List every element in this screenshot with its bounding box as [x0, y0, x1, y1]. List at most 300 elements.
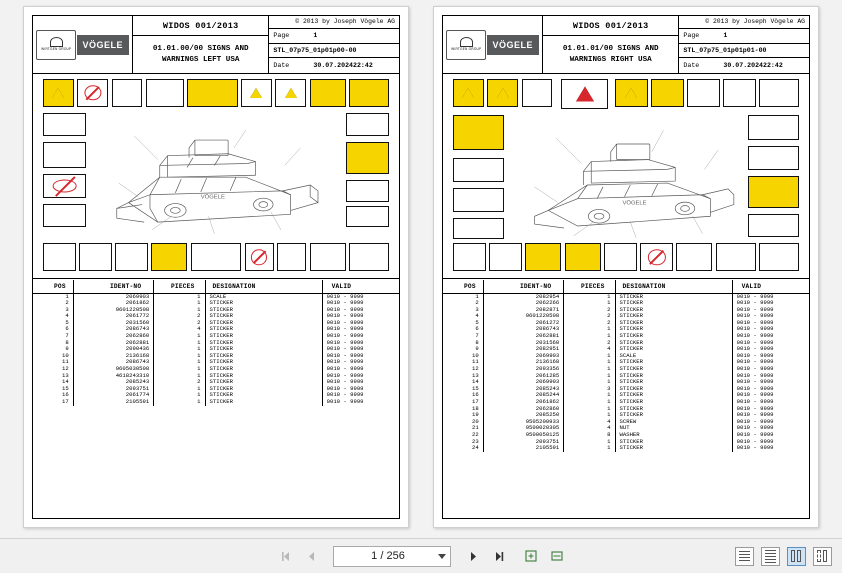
cell-pos: 10	[443, 353, 483, 360]
cell-designation: STICKER	[615, 293, 732, 300]
warning-sticker	[489, 243, 521, 271]
cell-valid: 0010 - 9999	[736, 430, 774, 438]
cell-pieces: 4	[564, 419, 615, 426]
cell-pieces: 1	[154, 307, 205, 314]
cell-designation: STICKER	[205, 353, 322, 360]
cell-ident: 9605030508	[73, 366, 154, 373]
cell-designation: STICKER	[615, 399, 732, 406]
drawing-number: STL_07p75_01p01p01-00	[683, 46, 767, 54]
page-number-value: 1 / 256	[371, 550, 405, 562]
document-page-right[interactable]	[433, 6, 819, 528]
header-ident: IDENT-NO	[73, 280, 154, 293]
cell-pieces: 1	[564, 445, 615, 452]
cell-pos: 13	[443, 373, 483, 380]
cell-designation: STICKER	[615, 412, 732, 419]
cell-pieces: 1	[154, 392, 205, 399]
warning-sticker	[453, 115, 503, 151]
cell-pieces: 1	[154, 346, 205, 353]
cell-ident: 2086743	[73, 359, 154, 366]
header-valid: VALID	[732, 280, 809, 293]
wirtgen-group-logo	[36, 30, 76, 60]
cell-pieces: 1	[564, 379, 615, 386]
cell-designation: STICKER	[615, 379, 732, 386]
warning-sticker	[146, 79, 184, 107]
table-header-row	[443, 280, 809, 293]
warning-sticker	[43, 142, 86, 168]
warning-sticker	[604, 243, 636, 271]
assembly-title-line2: WARNINGS LEFT USA	[161, 55, 240, 64]
cell-ident: 2031560	[73, 320, 154, 327]
assembly-title-line1: 01.01.01/00 SIGNS AND	[562, 44, 659, 53]
cell-designation: SCALE	[205, 293, 322, 300]
cell-designation: STICKER	[615, 320, 732, 327]
warning-sticker	[349, 243, 389, 271]
warning-sticker	[487, 79, 518, 107]
cell-designation: NUT	[615, 425, 732, 432]
two-page-view-button[interactable]	[787, 547, 806, 566]
cell-pieces: 1	[564, 399, 615, 406]
last-page-button[interactable]	[489, 546, 509, 566]
cell-pos: 16	[443, 392, 483, 399]
cell-pos: 15	[443, 386, 483, 393]
cell-pos: 8	[443, 340, 483, 347]
warning-sticker	[349, 79, 389, 107]
cell-ident: 2085244	[483, 392, 564, 399]
date-label: Date	[683, 62, 700, 70]
book-view-icon	[817, 550, 828, 562]
cell-pieces: 1	[564, 353, 615, 360]
cell-ident: 2093356	[483, 366, 564, 373]
cell-pieces: 4	[564, 346, 615, 353]
cell-pos: 15	[33, 386, 73, 393]
cell-ident: 2031560	[483, 340, 564, 347]
header-pos: POS	[443, 280, 483, 293]
cell-pos: 9	[443, 346, 483, 353]
cell-pieces: 1	[564, 293, 615, 300]
cell-designation: STICKER	[615, 300, 732, 307]
cell-pos: 6	[33, 326, 73, 333]
title-block-center	[133, 16, 269, 73]
cell-valid: 0010 - 9999	[326, 318, 364, 326]
cell-pieces: 1	[154, 340, 205, 347]
warning-sticker	[640, 243, 672, 271]
cell-designation: SCALE	[615, 353, 732, 360]
time-value: 22:42	[763, 62, 783, 70]
cell-pos: 23	[443, 439, 483, 446]
cell-designation: STICKER	[615, 439, 732, 446]
cell-valid: 0010 - 9999	[326, 378, 364, 386]
cell-pos: 11	[33, 359, 73, 366]
cell-designation: STICKER	[205, 320, 322, 327]
next-page-button[interactable]	[463, 546, 483, 566]
cell-designation: STICKER	[615, 392, 732, 399]
cell-pos: 12	[443, 366, 483, 373]
cell-designation: STICKER	[205, 386, 322, 393]
cell-pos: 7	[443, 333, 483, 340]
first-page-button[interactable]	[275, 546, 295, 566]
cell-pos: 9	[33, 346, 73, 353]
cell-designation: STICKER	[205, 379, 322, 386]
assembly-title	[133, 36, 268, 73]
cell-pos: 11	[443, 359, 483, 366]
voegele-logo: VÖGELE	[77, 35, 129, 55]
warning-sticker	[187, 79, 237, 107]
warning-sticker	[346, 206, 389, 228]
warning-sticker	[277, 243, 306, 271]
warning-sticker	[687, 79, 719, 107]
cell-pieces: 1	[154, 366, 205, 373]
two-page-icon	[791, 550, 802, 562]
cell-pieces: 1	[564, 406, 615, 413]
cell-pieces: 1	[564, 366, 615, 373]
fit-page-button[interactable]	[521, 546, 541, 566]
cell-pos: 16	[33, 392, 73, 399]
cell-pos: 17	[33, 399, 73, 406]
table-body-right	[443, 293, 809, 452]
table-body-left	[33, 293, 399, 406]
warning-sticker	[615, 79, 647, 107]
warning-sticker	[191, 243, 241, 271]
book-view-button[interactable]	[813, 547, 832, 566]
cell-designation: STICKER	[205, 392, 322, 399]
table-row	[33, 399, 399, 406]
cell-pos: 8	[33, 340, 73, 347]
cell-pos: 3	[443, 307, 483, 314]
warning-sticker	[453, 158, 503, 182]
cell-valid: 0010 - 9999	[736, 312, 774, 320]
cell-designation: STICKER	[205, 307, 322, 314]
cell-pieces: 1	[154, 333, 205, 340]
cell-ident: 2086743	[483, 326, 564, 333]
cell-ident: 9500020305	[483, 425, 564, 432]
svg-text:VÖGELE: VÖGELE	[622, 200, 647, 207]
warning-sticker	[43, 79, 74, 107]
cell-ident: 2061772	[73, 313, 154, 320]
cell-pieces: 2	[564, 320, 615, 327]
document-title: WIDOS 001/2013	[543, 16, 678, 36]
warning-sticker	[310, 243, 346, 271]
cell-valid: 0010 - 9999	[736, 384, 774, 392]
title-block-right	[269, 16, 399, 73]
cell-pieces: 1	[564, 412, 615, 419]
cell-designation: STICKER	[615, 333, 732, 340]
cell-pos: 14	[443, 379, 483, 386]
cell-valid: 0010 - 9999	[736, 437, 774, 445]
page-label: Page	[683, 32, 700, 40]
cell-valid: 0010 - 9999	[326, 292, 364, 300]
viewer-toolbar[interactable]	[0, 538, 842, 573]
cell-pos: 5	[33, 320, 73, 327]
cell-pieces: 1	[564, 300, 615, 307]
cell-pieces: 1	[564, 373, 615, 380]
chevron-down-icon[interactable]	[438, 554, 446, 559]
cell-pos: 10	[33, 353, 73, 360]
assembly-title-line2: WARNINGS RIGHT USA	[569, 55, 652, 64]
cell-designation: STICKER	[615, 386, 732, 393]
illustration-right	[443, 74, 809, 279]
cell-pieces: 1	[154, 300, 205, 307]
cell-pos: 2	[33, 300, 73, 307]
warning-sticker	[748, 146, 798, 170]
cell-ident: 2085250	[483, 412, 564, 419]
cell-pieces: 4	[564, 425, 615, 432]
continuous-view-button[interactable]	[761, 547, 780, 566]
warning-sticker	[115, 243, 147, 271]
cell-designation: STICKER	[205, 326, 322, 333]
cell-valid: 0010 - 9999	[736, 351, 774, 359]
cell-pieces: 1	[564, 333, 615, 340]
illustration-left	[33, 74, 399, 279]
cell-pos: 22	[443, 432, 483, 439]
cell-ident: 4618243310	[73, 373, 154, 380]
cell-ident: 2093751	[483, 439, 564, 446]
warning-sticker	[723, 79, 755, 107]
wirtgen-mark-icon	[460, 37, 473, 47]
cell-pieces: 2	[154, 379, 205, 386]
cell-ident: 2062860	[483, 406, 564, 413]
cell-pieces: 2	[564, 340, 615, 347]
cell-ident: 2105591	[483, 445, 564, 452]
cell-ident: 2082951	[483, 346, 564, 353]
warning-sticker	[561, 79, 608, 109]
warning-sticker	[651, 79, 683, 107]
page-number-input[interactable]	[333, 546, 451, 567]
cell-designation: STICKER	[615, 445, 732, 452]
cell-ident: 2136168	[483, 359, 564, 366]
toolbar-navigation[interactable]	[275, 546, 567, 567]
cell-pos: 19	[443, 412, 483, 419]
warning-sticker	[245, 243, 274, 271]
cell-designation: STICKER	[615, 366, 732, 373]
warning-sticker	[716, 243, 756, 271]
cell-ident: 2061862	[73, 300, 154, 307]
cell-valid: 0010 - 9999	[736, 332, 774, 340]
date-row	[269, 58, 399, 73]
cell-ident: 2061285	[483, 373, 564, 380]
cell-valid: 0010 - 9999	[326, 358, 364, 366]
svg-text:VÖGELE: VÖGELE	[200, 194, 225, 201]
cell-pieces: 2	[564, 313, 615, 320]
warning-sticker	[43, 113, 86, 137]
voegele-logo: VÖGELE	[487, 35, 539, 55]
time-value: 22:42	[353, 62, 373, 70]
cell-valid: 0010 - 9999	[736, 318, 774, 326]
header-pos: POS	[33, 280, 73, 293]
cell-ident: 9500050125	[483, 432, 564, 439]
cell-ident: 2069903	[483, 379, 564, 386]
header-pieces: PIECES	[154, 280, 205, 293]
single-page-view-button[interactable]	[735, 547, 754, 566]
cell-pos: 17	[443, 399, 483, 406]
cell-valid: 0010 - 9999	[326, 371, 364, 379]
single-page-icon	[739, 550, 750, 562]
cell-ident: 9601220508	[73, 307, 154, 314]
cell-valid: 0010 - 9999	[736, 411, 774, 419]
cell-ident: 2085243	[483, 386, 564, 393]
cell-valid: 0010 - 9999	[736, 365, 774, 373]
cell-ident: 2082871	[483, 307, 564, 314]
wirtgen-group-label: WIRTGEN GROUP	[41, 47, 72, 52]
cell-ident: 2062881	[73, 340, 154, 347]
cell-ident: 2082954	[483, 293, 564, 300]
cell-ident: 2061862	[483, 399, 564, 406]
parts-table-left	[33, 280, 399, 518]
cell-valid: 0010 - 9999	[736, 424, 774, 432]
cell-pos: 7	[33, 333, 73, 340]
cell-valid: 0010 - 9999	[736, 345, 774, 353]
cell-designation: WASHER	[615, 432, 732, 439]
warning-sticker	[759, 243, 799, 271]
assembly-title	[543, 36, 678, 73]
warning-sticker	[112, 79, 143, 107]
cell-valid: 0010 - 9999	[736, 417, 774, 425]
cell-designation: STICKER	[615, 373, 732, 380]
cell-pos: 2	[443, 300, 483, 307]
cell-ident: 2086743	[73, 326, 154, 333]
cell-pos: 13	[33, 373, 73, 380]
cell-valid: 0010 - 9999	[736, 299, 774, 307]
cell-ident: 2105591	[73, 399, 154, 406]
table-header-row	[33, 280, 399, 293]
paver-machine-drawing	[94, 101, 339, 248]
drawing-sheet	[442, 15, 810, 519]
warning-sticker	[759, 79, 799, 107]
cell-ident: 2136168	[73, 353, 154, 360]
cell-pieces: 1	[564, 326, 615, 333]
cell-ident: 2062266	[483, 300, 564, 307]
cell-designation: STICKER	[205, 313, 322, 320]
cell-valid: 0010 - 9999	[326, 325, 364, 333]
date-row	[679, 58, 809, 73]
warning-sticker	[453, 218, 503, 240]
cell-valid: 0010 - 9999	[326, 391, 364, 399]
warning-sticker	[241, 79, 272, 107]
cell-designation: STICKER	[615, 307, 732, 314]
cell-pieces: 1	[564, 392, 615, 399]
cell-ident: 9505200933	[483, 419, 564, 426]
cell-valid: 0010 - 9999	[736, 358, 774, 366]
warning-sticker	[77, 79, 108, 107]
cell-ident: 2061774	[73, 392, 154, 399]
page-label: Page	[273, 32, 290, 40]
warning-sticker	[43, 174, 86, 198]
cell-pieces: 2	[154, 320, 205, 327]
warning-sticker	[453, 79, 484, 107]
cell-valid: 0010 - 9999	[736, 305, 774, 313]
cell-pieces: 4	[154, 326, 205, 333]
warning-sticker	[748, 176, 798, 208]
cell-ident: 2069903	[73, 293, 154, 300]
logo-area	[33, 16, 133, 73]
drawing-sheet	[32, 15, 400, 519]
cell-pos: 24	[443, 445, 483, 452]
cell-valid: 0010 - 9999	[326, 365, 364, 373]
cell-designation: STICKER	[615, 406, 732, 413]
drawing-no-row	[269, 44, 399, 59]
assembly-title-line1: 01.01.00/00 SIGNS AND	[152, 44, 249, 53]
cell-valid: 0010 - 9999	[736, 292, 774, 300]
cell-designation: STICKER	[205, 399, 322, 406]
warning-sticker	[748, 115, 798, 141]
cell-designation: STICKER	[615, 346, 732, 353]
warning-sticker	[310, 79, 346, 107]
cell-ident: 2062881	[483, 333, 564, 340]
warning-sticker	[43, 204, 86, 228]
title-block-center	[543, 16, 679, 73]
cell-valid: 0010 - 9999	[326, 398, 364, 405]
cell-ident: 2093751	[73, 386, 154, 393]
warning-sticker	[79, 243, 111, 271]
fit-width-button[interactable]	[547, 546, 567, 566]
cell-designation: SCREW	[615, 419, 732, 426]
logo-area	[443, 16, 543, 73]
cell-designation: STICKER	[615, 326, 732, 333]
warning-sticker	[346, 142, 389, 174]
cell-pos: 3	[33, 307, 73, 314]
continuous-page-icon	[765, 550, 776, 562]
header-designation: DESIGNATION	[615, 280, 732, 293]
warning-sticker	[522, 79, 553, 107]
cell-designation: STICKER	[615, 359, 732, 366]
cell-ident: 2062860	[73, 333, 154, 340]
cell-pos: 6	[443, 326, 483, 333]
copyright-text: © 2013 by Joseph Vögele AG	[269, 16, 399, 29]
warning-sticker	[151, 243, 187, 271]
cell-pos: 1	[443, 293, 483, 300]
cell-ident: 2085243	[73, 379, 154, 386]
cell-designation: STICKER	[205, 359, 322, 366]
previous-page-button[interactable]	[301, 546, 321, 566]
date-label: Date	[273, 62, 290, 70]
cell-valid: 0010 - 9999	[736, 378, 774, 386]
warning-sticker	[453, 188, 503, 212]
cell-designation: STICKER	[205, 300, 322, 307]
cell-valid: 0010 - 9999	[326, 305, 364, 313]
cell-valid: 0010 - 9999	[326, 384, 364, 392]
cell-valid: 0010 - 9999	[326, 338, 364, 346]
table-row	[443, 445, 809, 452]
cell-pos: 1	[33, 293, 73, 300]
warning-sticker	[748, 214, 798, 238]
page-row	[269, 29, 399, 44]
cell-pos: 20	[443, 419, 483, 426]
cell-pieces: 1	[154, 373, 205, 380]
cell-valid: 0010 - 9999	[326, 345, 364, 353]
cell-pos: 4	[443, 313, 483, 320]
warning-sticker	[525, 243, 561, 271]
cell-valid: 0010 - 9999	[736, 404, 774, 412]
title-block	[33, 16, 399, 74]
warning-sticker	[346, 180, 389, 202]
header-valid: VALID	[322, 280, 399, 293]
wirtgen-mark-icon	[50, 37, 63, 47]
document-page-left[interactable]	[23, 6, 409, 528]
warning-sticker	[43, 243, 75, 271]
cell-valid: 0010 - 9999	[736, 398, 774, 405]
title-block-right	[679, 16, 809, 73]
title-block	[443, 16, 809, 74]
toolbar-view-modes[interactable]	[735, 547, 832, 566]
cell-designation: STICKER	[205, 366, 322, 373]
cell-pos: 18	[443, 406, 483, 413]
cell-valid: 0010 - 9999	[736, 325, 774, 333]
cell-pieces: 1	[154, 386, 205, 393]
cell-ident: 2090436	[73, 346, 154, 353]
cell-pieces: 1	[154, 359, 205, 366]
cell-ident: 2069903	[483, 353, 564, 360]
page-value: 1	[313, 32, 318, 40]
warning-sticker	[346, 113, 389, 137]
